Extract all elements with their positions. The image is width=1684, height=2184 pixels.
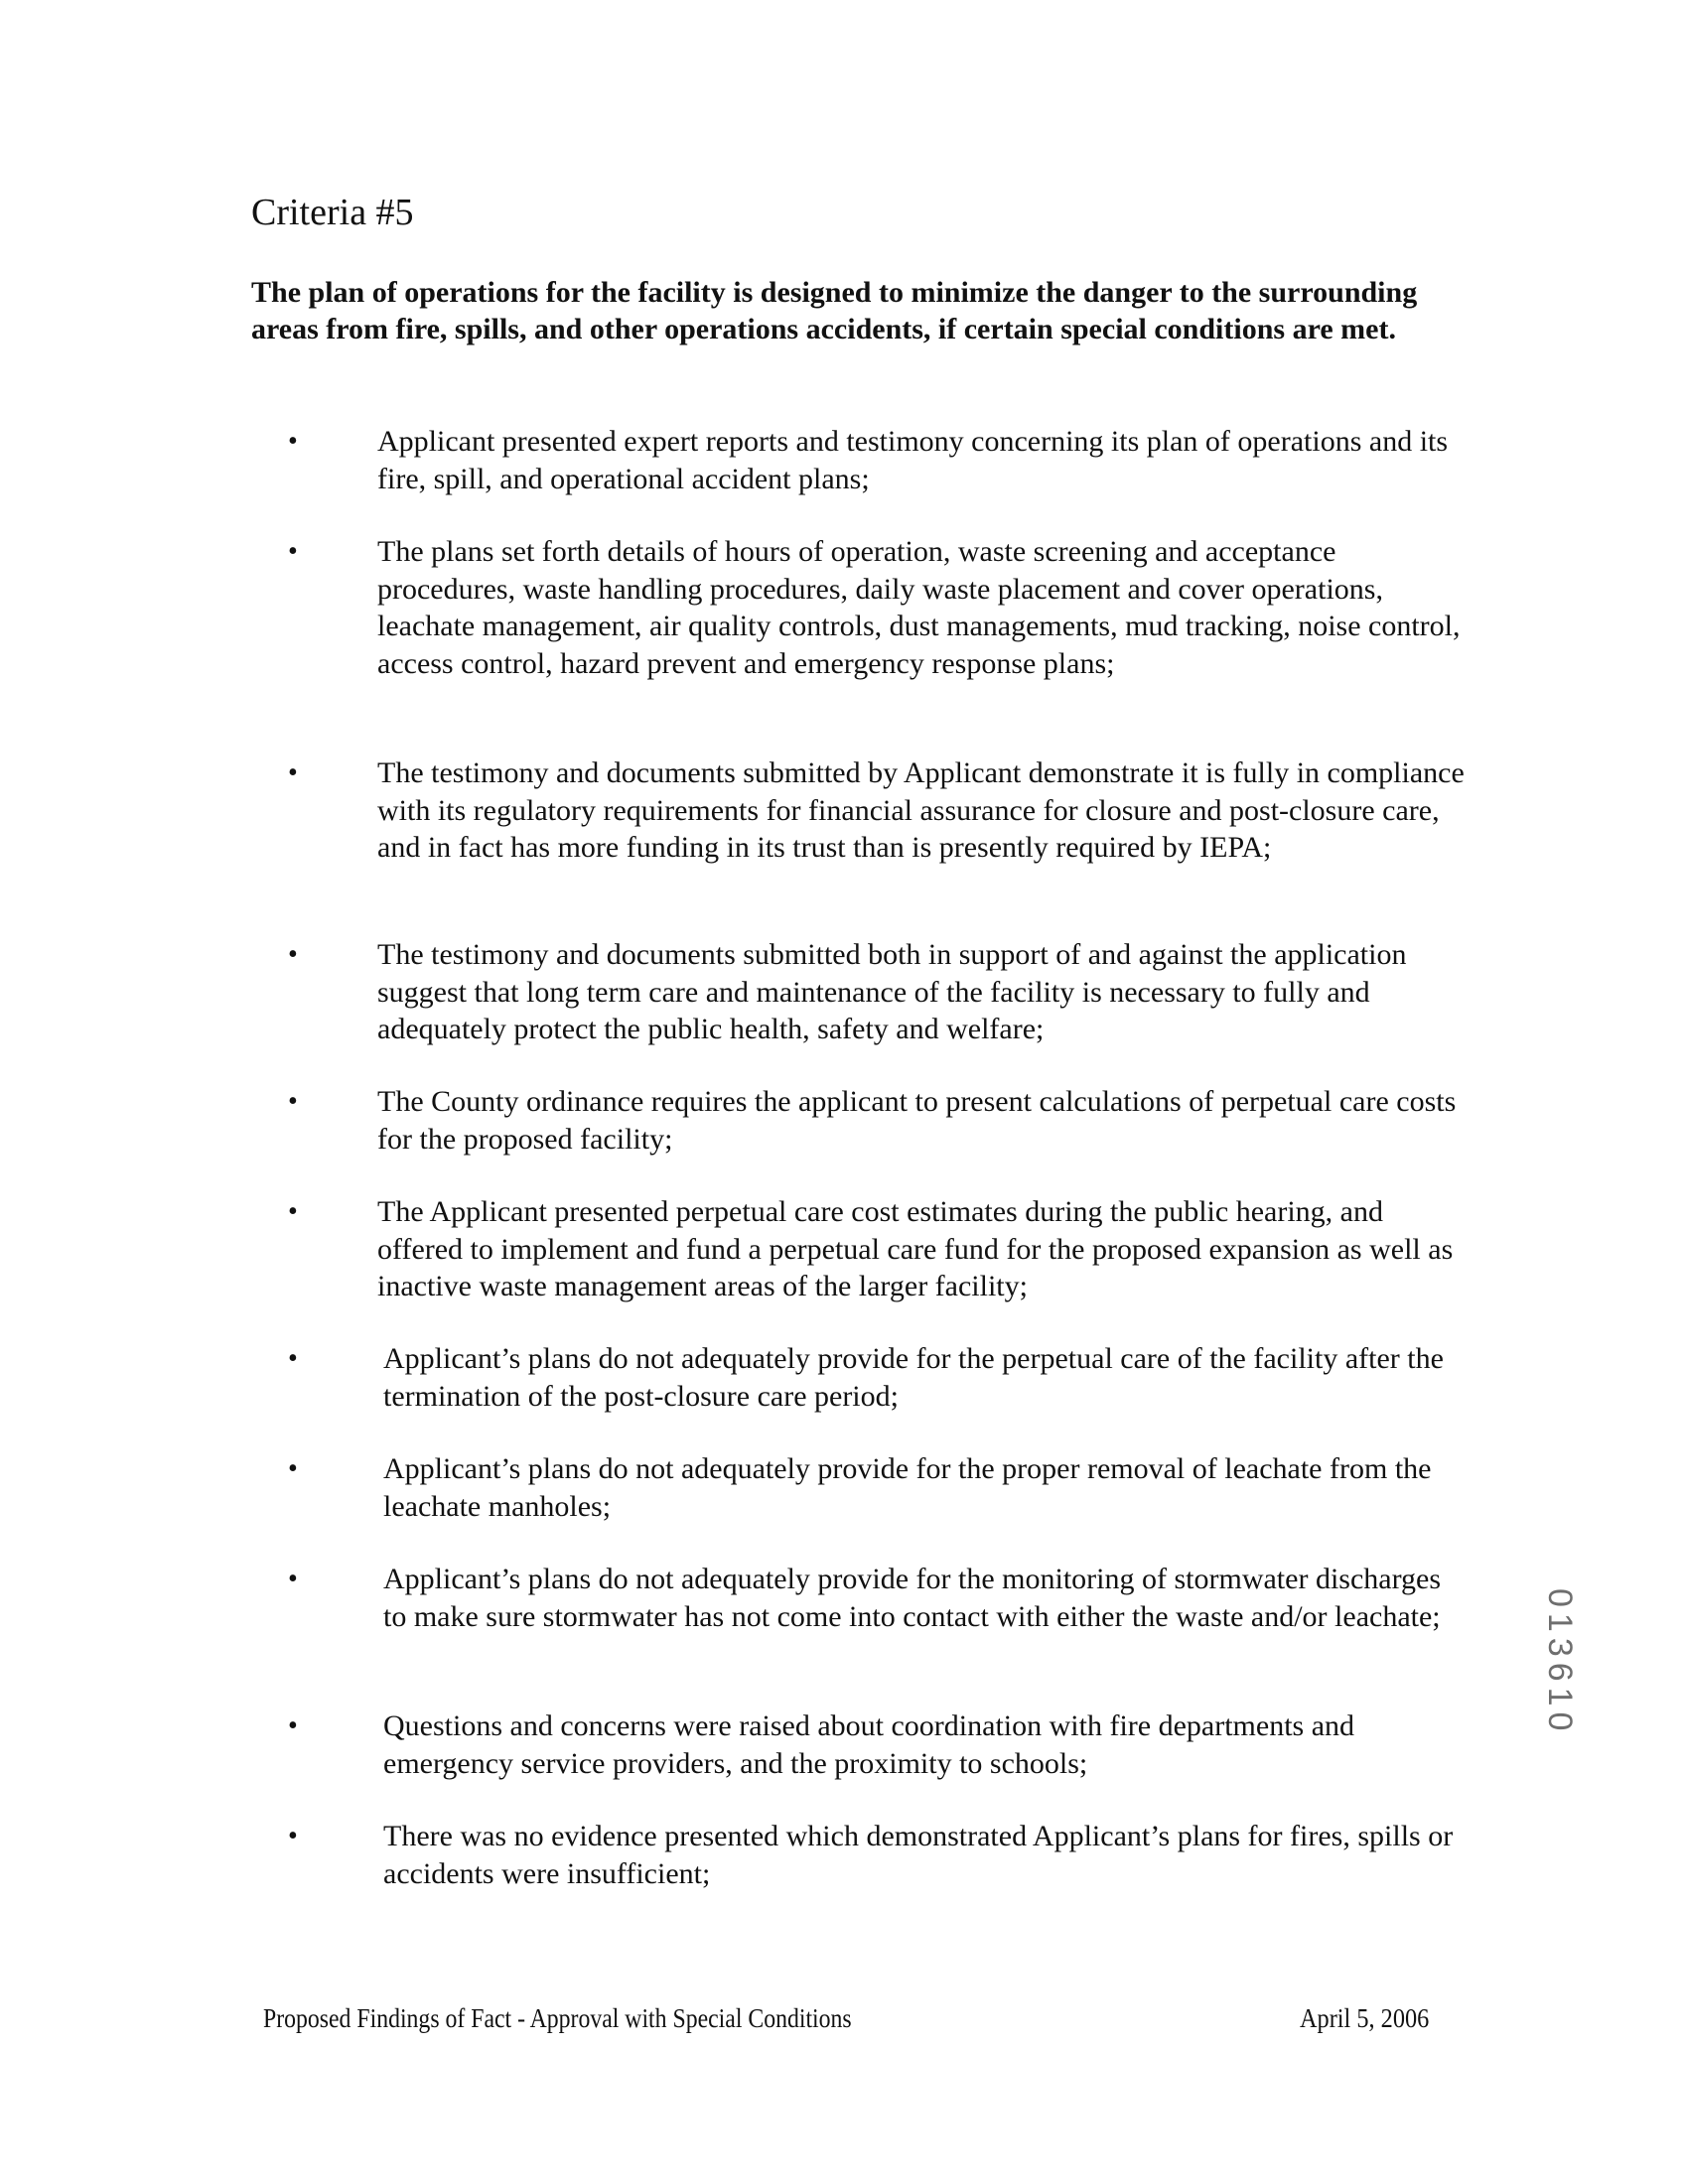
list-item-text: Applicant’s plans do not adequately provide for the proper removal of leachate from the leachate manholes; [383,1452,1432,1523]
bullet-icon: • [288,536,298,567]
footer-title: Proposed Findings of Fact - Approval with Special Conditions [263,2003,852,2033]
list-item-text: The Applicant presented perpetual care cost estimates during the public hearing, and offered to implement and fund a perpetual care fund for the proposed expansion as well as inactive waste management areas of the larger facility; [377,1195,1454,1302]
list-item-text: Applicant’s plans do not adequately provide for the perpetual care of the facility after the termination of the post-closure care period; [383,1342,1444,1413]
list-item-text: There was no evidence presented which demonstrated Applicant’s plans for fires, spills or accidents were insufficient; [383,1820,1454,1890]
list-item-text: The testimony and documents submitted both in support of and against the application suggest that long term care and maintenance of the facility is necessary to fully and adequately protect the public health, safety and welfare; [377,938,1407,1045]
footer-date: April 5, 2006 [1300,2003,1430,2033]
list-item-text: The testimony and documents submitted by Applicant demonstrate it is fully in compliance with its regulatory requirements for financial assurance for closure and post-closure care, and in fact has more funding in its trust than is presently required by IEPA; [377,756,1465,864]
bates-stamp: 013610 [1541,1588,1579,1737]
bullet-icon: • [288,1710,298,1741]
list-item-text: Questions and concerns were raised about coordination with fire departments and emergency service providers, and the proximity to schools; [383,1709,1355,1780]
list-item-text: The plans set forth details of hours of operation, waste screening and acceptance procedures, waste handling procedures, daily waste placement and cover operations, leachate management, air quality controls, dust managements, mud tracking, noise control, access control, hazard prevent and emergency response plans; [377,535,1461,680]
bullet-icon: • [288,757,298,788]
bullet-icon: • [288,939,298,970]
list-item-text: Applicant’s plans do not adequately provide for the monitoring of stormwater discharges to make sure stormwater has not come into contact with either the waste and/or leachate; [383,1563,1442,1633]
criteria-heading: Criteria #5 [251,192,414,233]
bullet-icon: • [288,1821,298,1851]
list-item-text: Applicant presented expert reports and testimony concerning its plan of operations and its fire, spill, and operational accident plans; [377,425,1449,495]
bullet-icon: • [288,1564,298,1594]
bullet-icon: • [288,426,298,457]
bullet-icon: • [288,1453,298,1484]
bullet-icon: • [288,1343,298,1374]
bullet-icon: • [288,1086,298,1117]
list-item-text: The County ordinance requires the applicant to present calculations of perpetual care costs for the proposed facility; [377,1085,1457,1156]
criteria-statement: The plan of operations for the facility is designed to minimize the danger to the surrounding areas from fire, spills, and other operations accidents, if certain special conditions are met. [251,276,1418,345]
bullet-icon: • [288,1196,298,1227]
